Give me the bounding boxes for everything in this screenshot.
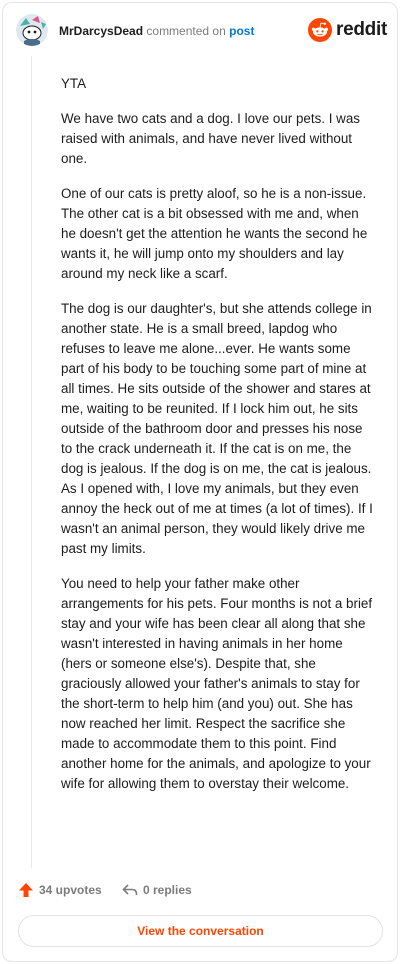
reddit-snoo-icon xyxy=(308,18,332,42)
upvote-count: 34 upvotes xyxy=(39,883,102,897)
upvote-arrow-icon xyxy=(18,882,34,898)
comment-meta xyxy=(59,24,254,38)
reddit-wordmark: reddit xyxy=(336,19,387,40)
comment-paragraph: YTA xyxy=(61,76,87,91)
upvote-button[interactable] xyxy=(18,878,102,902)
view-conversation-button[interactable]: View the conversation xyxy=(18,915,383,947)
reply-count: 0 replies xyxy=(143,883,192,897)
thread-line[interactable] xyxy=(31,56,32,868)
reply-button[interactable] xyxy=(122,878,192,902)
comment-footer xyxy=(16,878,376,902)
comment-paragraph: We have two cats and a dog. I love our pets. I was raised with animals, and have never lived without one. xyxy=(61,111,360,166)
action-text: commented on xyxy=(146,24,226,38)
post-link[interactable]: post xyxy=(229,24,255,38)
comment-paragraph: The dog is our daughter's, but she attends college in another state. He is a small breed, lapdog who refuses to leave me alone...ever. He wants some part of his body to be touching some part of mine at all times. He sits outside of the shower and stares at me, waiting to be reunited. If I lock him out, he sits outside of the bathroom door and presses his nose to the crack underneath it. If the cat is on me, the dog is jealous. If the dog is on me, the cat is jealous. As I opened with, I love my animals, but they even annoy the heck out of me at times (a lot of times). If I wasn't an animal person, they would likely drive me past my limits. xyxy=(61,301,373,556)
comment-paragraph: You need to help your father make other arrangements for his pets. Four months is not a brief stay and your wife has been clear all along that she wasn't interested in having animals in her home (hers or someone else's). Despite that, she graciously allowed your father's animals to stay for the short-term to help him (and you) out. She has now reached her limit. Respect the sacrifice she made to accommodate them to this point. Find another home for the animals, and apologize to your wife for allowing them to overstay their welcome. xyxy=(61,576,373,791)
comment-header xyxy=(14,14,386,50)
reddit-brand[interactable] xyxy=(308,16,386,44)
author-name[interactable]: MrDarcysDead xyxy=(59,24,144,38)
avatar[interactable] xyxy=(16,14,48,46)
reply-arrow-icon xyxy=(122,882,138,898)
comment-paragraph: One of our cats is pretty aloof, so he is a non-issue. The other cat is a bit obsessed with me and, when he doesn't get the attention he wants the second he wants it, he will jump onto my shoulders and lay around my neck like a scarf. xyxy=(61,186,368,281)
comment-body xyxy=(61,74,375,809)
snoo-avatar-icon xyxy=(16,14,48,46)
